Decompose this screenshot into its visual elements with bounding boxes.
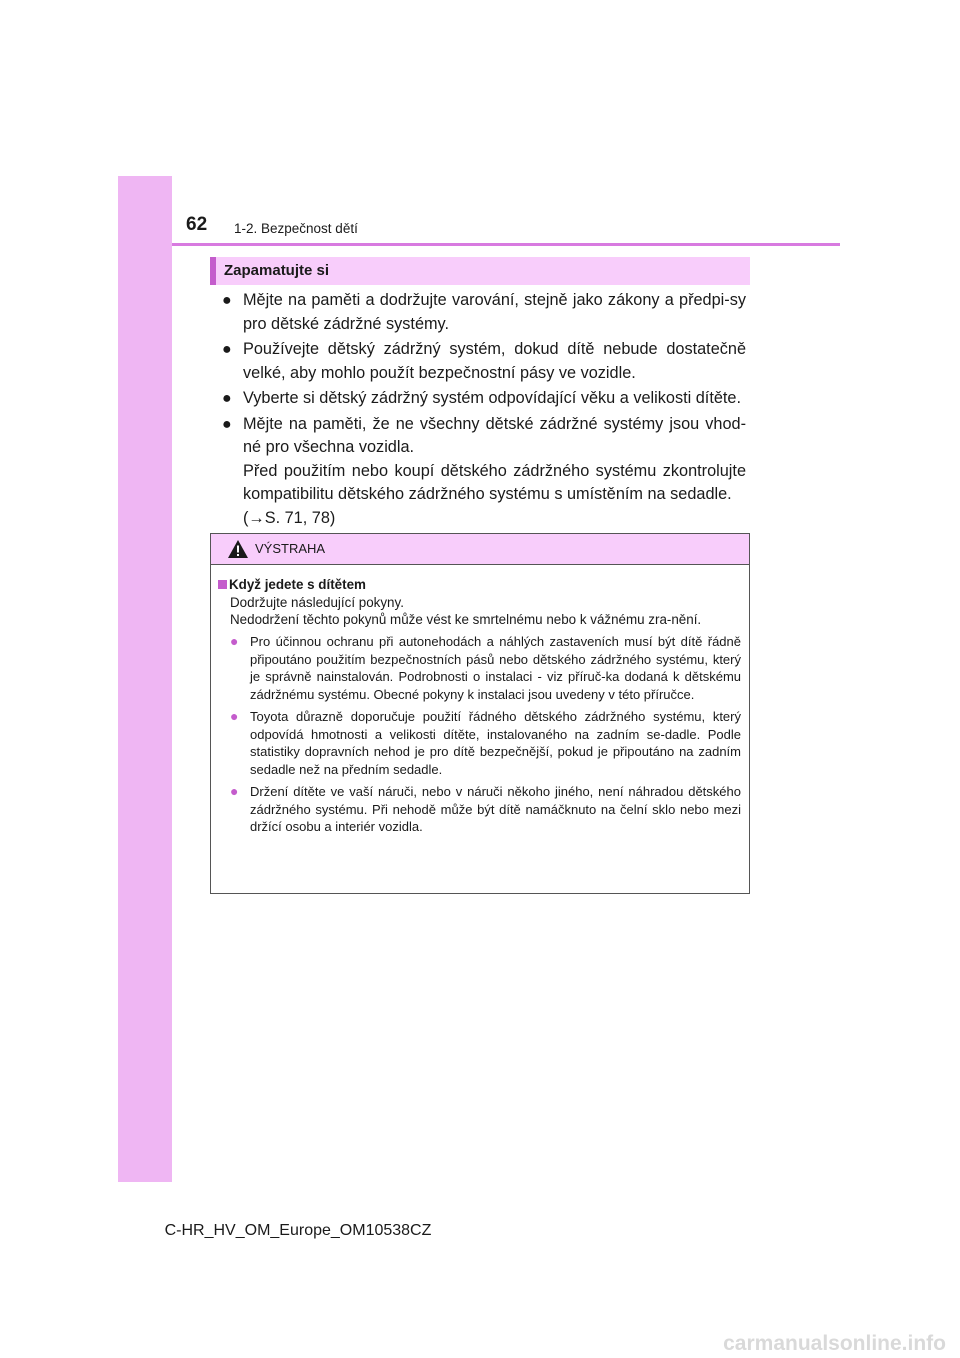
warning-header — [211, 534, 749, 565]
warning-heading-text: Když jedete s dítětem — [229, 577, 366, 592]
list-item — [218, 708, 741, 778]
list-item-text: Pro účinnou ochranu při autonehodách a náhlých zastaveních musí být dítě řádně připoutáno použitím bezpečnostních pásů nebo dětského zádržného systému, který je správně nainstalován. Podrobnosti o instalaci - viz příruč-ka dodaná k dětskému zádržnému systému. Obecné pokyny k instalaci jsou uvedeny v této příručce. — [250, 634, 741, 702]
square-bullet-icon — [218, 580, 227, 589]
warning-heading — [218, 576, 741, 594]
list-item-text: Mějte na paměti a dodržujte varování, stejně jako zákony a předpi-sy pro dětské zádržné systémy. — [243, 291, 746, 333]
list-item-text: Držení dítěte ve vaší náruči, nebo v náruči někoho jiného, není náhradou dětského zádržného systému. Při nehodě může být dítě namáčknuto na čelní sklo nebo mezi držící osobu a interiér vozidla. — [250, 784, 741, 834]
document-code: C-HR_HV_OM_Europe_OM10538CZ — [164, 1222, 432, 1239]
warning-triangle-icon — [227, 539, 249, 559]
warning-box — [210, 533, 750, 894]
bullet-dot-icon: ● — [222, 292, 232, 309]
bullet-dot-icon: ● — [222, 390, 232, 407]
watermark: carmanualsonline.info — [723, 1332, 946, 1355]
list-item — [222, 413, 746, 531]
list-item-text: Používejte dětský zádržný systém, dokud dítě nebude dostatečně velké, aby mohlo použít bezpečnostní pásy ve vozidle. — [243, 340, 746, 382]
section-title: 1-2. Bezpečnost dětí — [234, 221, 358, 236]
page-reference-link[interactable]: (→S. 71, 78) — [243, 508, 336, 527]
warning-body — [211, 565, 749, 836]
bullet-dot-icon: ● — [230, 633, 239, 649]
remember-accent-bar — [210, 257, 216, 285]
warning-intro: Dodržujte následující pokyny. — [230, 595, 404, 610]
warning-label: VÝSTRAHA — [255, 541, 326, 556]
header-divider — [172, 243, 840, 246]
remember-list — [222, 289, 746, 532]
list-item — [222, 289, 746, 336]
list-item — [222, 387, 746, 411]
bullet-dot-icon: ● — [230, 783, 239, 799]
page-number: 62 — [186, 214, 208, 235]
list-item-detail: Před použitím nebo koupí dětského zádržného systému zkontrolujte kompatibilitu dětského zádržného systému s umístěním na sedadle. — [243, 461, 746, 503]
list-item-text: Vyberte si dětský zádržný systém odpovídající věku a velikosti dítěte. — [243, 389, 742, 407]
list-item — [222, 338, 746, 385]
list-item — [218, 783, 741, 836]
list-item-text: Toyota důrazně doporučuje použití řádného dětského zádržného systému, který odpovídá hmotnosti a velikosti dítěte, instalovaného na zadním se-dadle. Podle statistiky dopravních nehod je pro dítě bezpečnější, pokud je připoutáno na zadním sedadle než na předním sedadle. — [250, 709, 741, 777]
bullet-dot-icon: ● — [222, 341, 232, 358]
warning-consequence: Nedodržení těchto pokynů může vést ke smrtelnému nebo k vážnému zra-nění. — [230, 612, 702, 627]
remember-heading-box — [210, 257, 750, 285]
warning-list — [218, 633, 741, 836]
list-item — [218, 633, 741, 703]
remember-title: Zapamatujte si — [224, 262, 330, 279]
bullet-dot-icon: ● — [222, 415, 232, 433]
section-sidebar-tab — [118, 176, 172, 1182]
list-item-text: Mějte na paměti, že ne všechny dětské zádržné systémy jsou vhod-né pro všechna vozidla. — [243, 414, 746, 456]
bullet-dot-icon: ● — [230, 708, 239, 724]
